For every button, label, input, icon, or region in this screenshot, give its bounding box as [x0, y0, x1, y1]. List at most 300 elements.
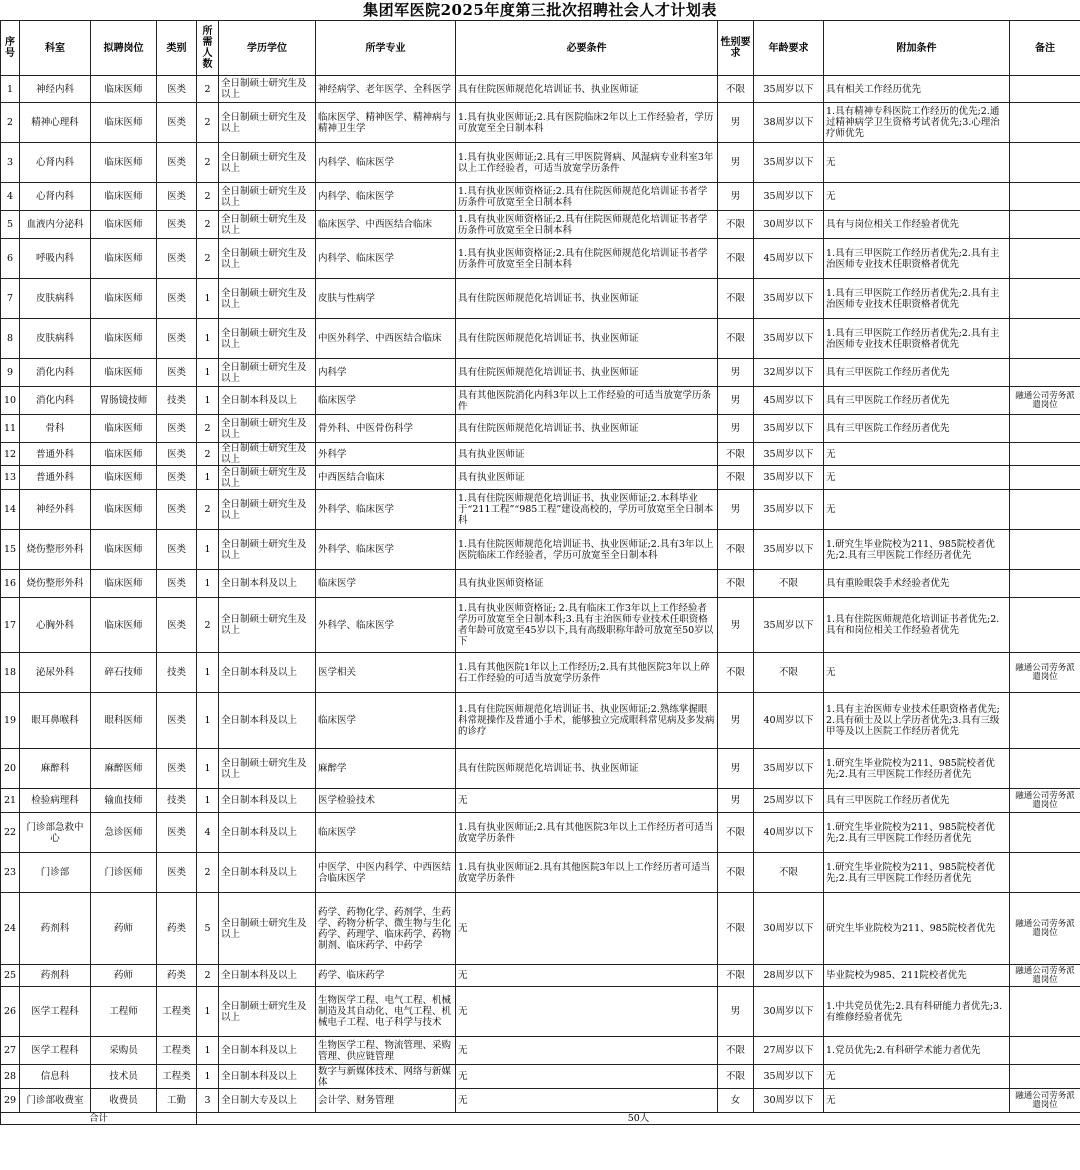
cell-education: 全日制硕士研究生及以上	[219, 319, 316, 359]
cell-index: 17	[1, 598, 20, 653]
cell-major: 中医外科学、中西医结合临床	[316, 319, 456, 359]
cell-remarks	[1010, 76, 1080, 103]
cell-category: 医类	[157, 279, 197, 319]
cell-headcount: 1	[197, 789, 219, 813]
cell-age: 35周岁以下	[754, 466, 824, 490]
header-education: 学历学位	[219, 21, 316, 76]
cell-category: 医类	[157, 239, 197, 279]
cell-age: 30周岁以下	[754, 1089, 824, 1113]
cell-age: 35周岁以下	[754, 183, 824, 211]
cell-headcount: 1	[197, 987, 219, 1037]
cell-department: 皮肤病科	[20, 279, 91, 319]
cell-education: 全日制硕士研究生及以上	[219, 76, 316, 103]
cell-index: 16	[1, 570, 20, 598]
cell-index: 2	[1, 103, 20, 143]
cell-gender: 男	[718, 103, 754, 143]
cell-major: 麻醉学	[316, 749, 456, 789]
cell-department: 医学工程科	[20, 1037, 91, 1065]
cell-remarks	[1010, 279, 1080, 319]
cell-gender: 不限	[718, 443, 754, 466]
table-row	[1, 653, 1080, 693]
cell-education: 全日制硕士研究生及以上	[219, 103, 316, 143]
cell-education: 全日制硕士研究生及以上	[219, 211, 316, 239]
cell-department: 普通外科	[20, 443, 91, 466]
cell-requirements: 具有其他医院消化内科3年以上工作经验的可适当放宽学历条件	[456, 387, 718, 415]
cell-extra-conditions: 无	[824, 466, 1010, 490]
cell-category: 医类	[157, 319, 197, 359]
cell-education: 全日制硕士研究生及以上	[219, 530, 316, 570]
cell-education: 全日制硕士研究生及以上	[219, 893, 316, 965]
cell-index: 10	[1, 387, 20, 415]
cell-gender: 不限	[718, 279, 754, 319]
cell-headcount: 2	[197, 443, 219, 466]
cell-remarks: 融通公司劳务派遣岗位	[1010, 965, 1080, 987]
cell-major: 药学、药物化学、药剂学、生药学、药物分析学、微生物与生化药学、药理学、临床药学、药物制剂、临床药学、中药学	[316, 893, 456, 965]
cell-department: 神经内科	[20, 76, 91, 103]
cell-remarks	[1010, 359, 1080, 387]
cell-gender: 不限	[718, 813, 754, 853]
cell-category: 医类	[157, 749, 197, 789]
cell-position: 收费员	[91, 1089, 157, 1113]
cell-age: 35周岁以下	[754, 143, 824, 183]
cell-requirements: 1.具有执业医师资格证;2.具有住院医师规范化培训证书者学历条件可放宽至全日制本科	[456, 183, 718, 211]
cell-department: 眼耳鼻喉科	[20, 693, 91, 749]
cell-requirements: 无	[456, 1037, 718, 1065]
total-row	[1, 1113, 1080, 1125]
cell-category: 医类	[157, 466, 197, 490]
cell-major: 神经病学、老年医学、全科医学	[316, 76, 456, 103]
cell-requirements: 具有住院医师规范化培训证书、执业医师证	[456, 415, 718, 443]
cell-major: 医学相关	[316, 653, 456, 693]
cell-gender: 不限	[718, 239, 754, 279]
cell-department: 药剂科	[20, 965, 91, 987]
cell-department: 神经外科	[20, 490, 91, 530]
cell-gender: 男	[718, 749, 754, 789]
cell-category: 医类	[157, 103, 197, 143]
cell-remarks	[1010, 813, 1080, 853]
cell-headcount: 2	[197, 239, 219, 279]
cell-position: 麻醉医师	[91, 749, 157, 789]
cell-education: 全日制本科及以上	[219, 965, 316, 987]
cell-gender: 男	[718, 415, 754, 443]
cell-category: 医类	[157, 359, 197, 387]
cell-headcount: 1	[197, 1065, 219, 1089]
cell-remarks	[1010, 570, 1080, 598]
cell-headcount: 1	[197, 749, 219, 789]
cell-position: 碎石技师	[91, 653, 157, 693]
cell-age: 40周岁以下	[754, 693, 824, 749]
cell-education: 全日制本科及以上	[219, 693, 316, 749]
cell-remarks	[1010, 319, 1080, 359]
cell-requirements: 无	[456, 965, 718, 987]
cell-index: 18	[1, 653, 20, 693]
cell-department: 心肾内科	[20, 183, 91, 211]
table-row	[1, 987, 1080, 1037]
cell-remarks	[1010, 1065, 1080, 1089]
cell-department: 皮肤病科	[20, 319, 91, 359]
cell-department: 医学工程科	[20, 987, 91, 1037]
cell-major: 药学、临床药学	[316, 965, 456, 987]
cell-gender: 不限	[718, 1037, 754, 1065]
cell-extra-conditions: 具有重睑眼袋手术经验者优先	[824, 570, 1010, 598]
cell-extra-conditions: 具有三甲医院工作经历者优先	[824, 387, 1010, 415]
cell-extra-conditions: 无	[824, 490, 1010, 530]
cell-education: 全日制硕士研究生及以上	[219, 443, 316, 466]
cell-headcount: 3	[197, 1089, 219, 1113]
cell-category: 医类	[157, 813, 197, 853]
cell-extra-conditions: 1.具有住院医师规范化培训证书者优先;2.具有和岗位相关工作经验者优先	[824, 598, 1010, 653]
cell-headcount: 2	[197, 143, 219, 183]
table-row	[1, 1037, 1080, 1065]
cell-education: 全日制本科及以上	[219, 813, 316, 853]
cell-position: 临床医师	[91, 211, 157, 239]
header-age: 年龄要求	[754, 21, 824, 76]
cell-age: 35周岁以下	[754, 749, 824, 789]
cell-gender: 男	[718, 598, 754, 653]
cell-gender: 男	[718, 987, 754, 1037]
cell-education: 全日制本科及以上	[219, 387, 316, 415]
cell-headcount: 1	[197, 693, 219, 749]
cell-gender: 不限	[718, 466, 754, 490]
cell-department: 呼吸内科	[20, 239, 91, 279]
cell-gender: 男	[718, 490, 754, 530]
cell-major: 内科学	[316, 359, 456, 387]
cell-remarks	[1010, 466, 1080, 490]
cell-age: 30周岁以下	[754, 987, 824, 1037]
cell-requirements: 具有住院医师规范化培训证书、执业医师证	[456, 319, 718, 359]
cell-education: 全日制硕士研究生及以上	[219, 359, 316, 387]
cell-major: 数字与新媒体技术、网络与新媒体	[316, 1065, 456, 1089]
cell-headcount: 2	[197, 965, 219, 987]
cell-extra-conditions: 无	[824, 143, 1010, 183]
cell-headcount: 2	[197, 76, 219, 103]
table-row	[1, 466, 1080, 490]
cell-headcount: 2	[197, 183, 219, 211]
cell-category: 医类	[157, 693, 197, 749]
cell-education: 全日制本科及以上	[219, 1065, 316, 1089]
cell-remarks	[1010, 693, 1080, 749]
cell-education: 全日制本科及以上	[219, 570, 316, 598]
cell-extra-conditions: 1.党员优先;2.有科研学术能力者优先	[824, 1037, 1010, 1065]
cell-category: 工程类	[157, 1037, 197, 1065]
cell-position: 临床医师	[91, 570, 157, 598]
cell-gender: 不限	[718, 653, 754, 693]
cell-extra-conditions: 无	[824, 1065, 1010, 1089]
table-row	[1, 789, 1080, 813]
cell-extra-conditions: 1.中共党员优先;2.具有科研能力者优先;3.有维修经验者优先	[824, 987, 1010, 1037]
total-value: 50人	[197, 1113, 1080, 1125]
cell-extra-conditions: 具有三甲医院工作经历者优先	[824, 359, 1010, 387]
cell-category: 医类	[157, 143, 197, 183]
cell-category: 医类	[157, 443, 197, 466]
cell-index: 25	[1, 965, 20, 987]
cell-age: 27周岁以下	[754, 1037, 824, 1065]
cell-extra-conditions: 1.具有三甲医院工作经历者优先;2.具有主治医师专业技术任职资格者优先	[824, 239, 1010, 279]
cell-major: 中医学、中医内科学、中西医结合临床医学	[316, 853, 456, 893]
header-position: 拟聘岗位	[91, 21, 157, 76]
cell-gender: 不限	[718, 76, 754, 103]
cell-category: 医类	[157, 76, 197, 103]
cell-education: 全日制大专及以上	[219, 1089, 316, 1113]
cell-extra-conditions: 1.具有精神专科医院工作经历的优先;2.通过精神病学卫生资格考试者优先;3.心理治疗师优先	[824, 103, 1010, 143]
cell-department: 门诊部	[20, 853, 91, 893]
cell-index: 3	[1, 143, 20, 183]
cell-remarks	[1010, 143, 1080, 183]
cell-position: 临床医师	[91, 443, 157, 466]
cell-extra-conditions: 1.研究生毕业院校为211、985院校者优先;2.具有三甲医院工作经历者优先	[824, 530, 1010, 570]
cell-remarks	[1010, 415, 1080, 443]
cell-age: 35周岁以下	[754, 319, 824, 359]
cell-gender: 不限	[718, 1065, 754, 1089]
cell-requirements: 1.具有执业医师资格证;2.具有住院医师规范化培训证书者学历条件可放宽至全日制本科	[456, 239, 718, 279]
table-row	[1, 183, 1080, 211]
cell-position: 临床医师	[91, 598, 157, 653]
cell-headcount: 2	[197, 211, 219, 239]
cell-position: 临床医师	[91, 183, 157, 211]
cell-index: 19	[1, 693, 20, 749]
table-row	[1, 319, 1080, 359]
cell-category: 工程类	[157, 987, 197, 1037]
table-row	[1, 490, 1080, 530]
cell-gender: 男	[718, 693, 754, 749]
cell-category: 医类	[157, 598, 197, 653]
cell-position: 临床医师	[91, 359, 157, 387]
table-row	[1, 239, 1080, 279]
cell-position: 临床医师	[91, 76, 157, 103]
cell-remarks	[1010, 987, 1080, 1037]
cell-position: 眼科医师	[91, 693, 157, 749]
table-row	[1, 749, 1080, 789]
cell-requirements: 具有住院医师规范化培训证书、执业医师证	[456, 749, 718, 789]
cell-major: 临床医学	[316, 570, 456, 598]
cell-requirements: 无	[456, 987, 718, 1037]
cell-extra-conditions: 具有相关工作经历优先	[824, 76, 1010, 103]
cell-extra-conditions: 研究生毕业院校为211、985院校者优先	[824, 893, 1010, 965]
cell-position: 临床医师	[91, 319, 157, 359]
cell-department: 消化内科	[20, 359, 91, 387]
cell-index: 15	[1, 530, 20, 570]
cell-education: 全日制本科及以上	[219, 653, 316, 693]
cell-age: 45周岁以下	[754, 239, 824, 279]
cell-major: 生物医学工程、物流管理、采购管理、供应链管理	[316, 1037, 456, 1065]
cell-education: 全日制硕士研究生及以上	[219, 239, 316, 279]
cell-position: 临床医师	[91, 415, 157, 443]
table-row	[1, 893, 1080, 965]
cell-index: 1	[1, 76, 20, 103]
cell-headcount: 1	[197, 466, 219, 490]
cell-remarks: 融通公司劳务派遣岗位	[1010, 387, 1080, 415]
cell-education: 全日制硕士研究生及以上	[219, 279, 316, 319]
cell-category: 药类	[157, 893, 197, 965]
cell-requirements: 1.具有执业医师证2.具有其他医院3年以上工作经历者可适当放宽学历条件	[456, 853, 718, 893]
cell-position: 临床医师	[91, 530, 157, 570]
cell-education: 全日制硕士研究生及以上	[219, 749, 316, 789]
header-major: 所学专业	[316, 21, 456, 76]
cell-department: 烧伤整形外科	[20, 570, 91, 598]
cell-category: 药类	[157, 965, 197, 987]
cell-department: 泌尿外科	[20, 653, 91, 693]
cell-requirements: 1.具有执业医师证;2.具有医院临床2年以上工作经验者，学历可放宽至全日制本科	[456, 103, 718, 143]
cell-age: 35周岁以下	[754, 415, 824, 443]
cell-index: 5	[1, 211, 20, 239]
cell-age: 不限	[754, 653, 824, 693]
cell-age: 35周岁以下	[754, 530, 824, 570]
cell-age: 30周岁以下	[754, 893, 824, 965]
cell-education: 全日制硕士研究生及以上	[219, 143, 316, 183]
cell-index: 6	[1, 239, 20, 279]
table-row	[1, 387, 1080, 415]
cell-remarks	[1010, 183, 1080, 211]
cell-major: 中西医结合临床	[316, 466, 456, 490]
cell-category: 技类	[157, 387, 197, 415]
cell-extra-conditions: 1.具有三甲医院工作经历者优先;2.具有主治医师专业技术任职资格者优先	[824, 279, 1010, 319]
cell-remarks	[1010, 598, 1080, 653]
cell-headcount: 1	[197, 570, 219, 598]
cell-remarks	[1010, 1037, 1080, 1065]
cell-category: 工勤	[157, 1089, 197, 1113]
cell-age: 35周岁以下	[754, 490, 824, 530]
cell-remarks: 融通公司劳务派遣岗位	[1010, 789, 1080, 813]
cell-major: 外科学、临床医学	[316, 598, 456, 653]
cell-position: 急诊医师	[91, 813, 157, 853]
cell-requirements: 无	[456, 789, 718, 813]
cell-age: 35周岁以下	[754, 279, 824, 319]
cell-requirements: 具有执业医师资格证	[456, 570, 718, 598]
cell-extra-conditions: 无	[824, 183, 1010, 211]
cell-requirements: 1.具有执业医师资格证;2.具有住院医师规范化培训证书者学历条件可放宽至全日制本科	[456, 211, 718, 239]
cell-remarks	[1010, 443, 1080, 466]
cell-requirements: 具有住院医师规范化培训证书、执业医师证	[456, 76, 718, 103]
cell-major: 临床医学、中西医结合临床	[316, 211, 456, 239]
cell-gender: 不限	[718, 211, 754, 239]
cell-position: 临床医师	[91, 466, 157, 490]
cell-education: 全日制硕士研究生及以上	[219, 415, 316, 443]
cell-index: 24	[1, 893, 20, 965]
table-row	[1, 853, 1080, 893]
cell-extra-conditions: 1.具有三甲医院工作经历者优先;2.具有主治医师专业技术任职资格者优先	[824, 319, 1010, 359]
page-title: 集团军医院2025年度第三批次招聘社会人才计划表	[363, 1, 717, 19]
table-row	[1, 443, 1080, 466]
cell-age: 32周岁以下	[754, 359, 824, 387]
cell-position: 工程师	[91, 987, 157, 1037]
cell-remarks: 融通公司劳务派遣岗位	[1010, 653, 1080, 693]
table-row	[1, 1089, 1080, 1113]
cell-index: 26	[1, 987, 20, 1037]
cell-education: 全日制硕士研究生及以上	[219, 490, 316, 530]
cell-headcount: 1	[197, 653, 219, 693]
cell-department: 烧伤整形外科	[20, 530, 91, 570]
cell-index: 9	[1, 359, 20, 387]
cell-category: 医类	[157, 530, 197, 570]
header-requirements: 必要条件	[456, 21, 718, 76]
cell-index: 22	[1, 813, 20, 853]
cell-category: 技类	[157, 789, 197, 813]
cell-index: 7	[1, 279, 20, 319]
cell-headcount: 1	[197, 319, 219, 359]
cell-category: 医类	[157, 211, 197, 239]
table-row	[1, 103, 1080, 143]
cell-age: 不限	[754, 570, 824, 598]
cell-major: 骨外科、中医骨伤科学	[316, 415, 456, 443]
cell-extra-conditions: 无	[824, 653, 1010, 693]
cell-headcount: 1	[197, 279, 219, 319]
cell-category: 技类	[157, 653, 197, 693]
table-row	[1, 530, 1080, 570]
cell-position: 临床医师	[91, 103, 157, 143]
cell-department: 药剂科	[20, 893, 91, 965]
cell-gender: 男	[718, 143, 754, 183]
cell-major: 临床医学、精神医学、精神病与精神卫生学	[316, 103, 456, 143]
cell-education: 全日制硕士研究生及以上	[219, 183, 316, 211]
cell-remarks	[1010, 490, 1080, 530]
cell-headcount: 2	[197, 490, 219, 530]
cell-extra-conditions: 1.研究生毕业院校为211、985院校者优先;2.具有三甲医院工作经历者优先	[824, 813, 1010, 853]
cell-department: 骨科	[20, 415, 91, 443]
header-remarks: 备注	[1010, 21, 1080, 76]
cell-age: 35周岁以下	[754, 443, 824, 466]
cell-requirements: 无	[456, 1089, 718, 1113]
cell-position: 临床医师	[91, 143, 157, 183]
cell-headcount: 2	[197, 598, 219, 653]
cell-index: 27	[1, 1037, 20, 1065]
cell-department: 心胸外科	[20, 598, 91, 653]
cell-major: 临床医学	[316, 813, 456, 853]
cell-requirements: 1.具有执业医师证;2.具有三甲医院肾病、风湿病专业科室3年以上工作经验者，可适当放宽学历条件	[456, 143, 718, 183]
table-row	[1, 415, 1080, 443]
cell-department: 信息科	[20, 1065, 91, 1089]
cell-department: 精神心理科	[20, 103, 91, 143]
cell-extra-conditions: 1.具有主治医师专业技术任职资格者优先;2.具有硕士及以上学历者优先;3.具有三级甲等及以上医院工作经历者优先	[824, 693, 1010, 749]
header-extra-conditions: 附加条件	[824, 21, 1010, 76]
cell-requirements: 具有执业医师证	[456, 443, 718, 466]
cell-index: 12	[1, 443, 20, 466]
cell-extra-conditions: 无	[824, 1089, 1010, 1113]
cell-education: 全日制本科及以上	[219, 1037, 316, 1065]
header-gender: 性别要求	[718, 21, 754, 76]
cell-department: 检验病理科	[20, 789, 91, 813]
cell-major: 外科学、临床医学	[316, 530, 456, 570]
cell-requirements: 1.具有住院医师规范化培训证书、执业医师证;2.具有3年以上医院临床工作经验者，学历可放宽至全日制本科	[456, 530, 718, 570]
cell-extra-conditions: 1.研究生毕业院校为211、985院校者优先;2.具有三甲医院工作经历者优先	[824, 853, 1010, 893]
cell-category: 医类	[157, 490, 197, 530]
cell-extra-conditions: 无	[824, 443, 1010, 466]
cell-extra-conditions: 毕业院校为985、211院校者优先	[824, 965, 1010, 987]
cell-index: 29	[1, 1089, 20, 1113]
cell-education: 全日制本科及以上	[219, 853, 316, 893]
cell-index: 28	[1, 1065, 20, 1089]
cell-position: 输血技师	[91, 789, 157, 813]
cell-index: 8	[1, 319, 20, 359]
cell-major: 皮肤与性病学	[316, 279, 456, 319]
table-row	[1, 965, 1080, 987]
cell-index: 13	[1, 466, 20, 490]
cell-category: 医类	[157, 853, 197, 893]
cell-gender: 不限	[718, 853, 754, 893]
cell-index: 11	[1, 415, 20, 443]
cell-headcount: 2	[197, 103, 219, 143]
cell-requirements: 1.具有住院医师规范化培训证书、执业医师证;2.本科毕业于“211工程”“985工程”建设高校的，学历可放宽至全日制本科	[456, 490, 718, 530]
header-headcount: 所需人数	[197, 21, 219, 76]
cell-age: 不限	[754, 853, 824, 893]
cell-gender: 女	[718, 1089, 754, 1113]
cell-headcount: 1	[197, 1037, 219, 1065]
cell-requirements: 1.具有执业医师资格证; 2.具有临床工作3年以上工作经验者学历可放宽至全日制本科;3.具有主治医师专业技术任职资格者年龄可放宽至45岁以下,具有高级职称年龄可放宽至50岁以下	[456, 598, 718, 653]
cell-major: 临床医学	[316, 693, 456, 749]
cell-major: 内科学、临床医学	[316, 183, 456, 211]
cell-department: 普通外科	[20, 466, 91, 490]
table-row	[1, 279, 1080, 319]
cell-age: 45周岁以下	[754, 387, 824, 415]
